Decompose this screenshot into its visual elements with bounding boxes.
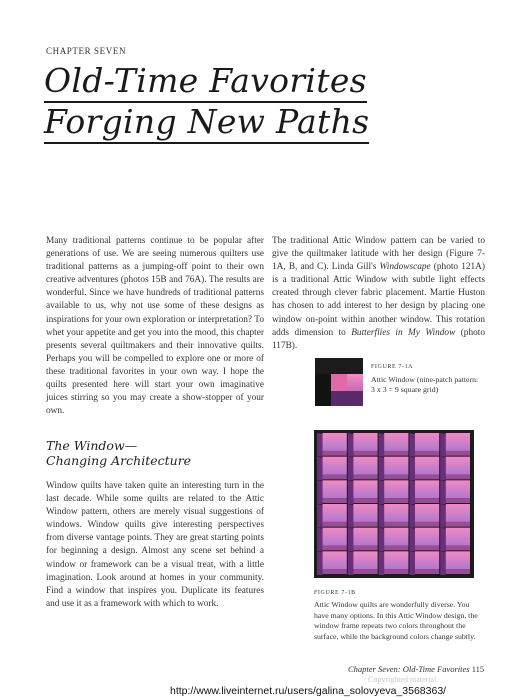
window-pane	[323, 551, 347, 569]
intro-right-column	[272, 235, 485, 353]
window-frame-bottom	[353, 569, 377, 574]
quilt-block	[348, 528, 378, 552]
window-pane	[446, 551, 470, 569]
window-frame-side	[409, 528, 415, 552]
quilt-block	[317, 528, 347, 552]
running-title: Chapter Seven: Old-Time Favorites	[348, 664, 470, 674]
window-frame-bottom	[446, 546, 470, 551]
window-frame-side	[379, 551, 385, 575]
window-frame-side	[317, 504, 323, 528]
window-frame-bottom	[323, 498, 347, 503]
window-frame-bottom	[384, 522, 408, 527]
window-frame-bottom	[415, 569, 439, 574]
window-frame-side	[379, 504, 385, 528]
quilt-block	[348, 433, 378, 457]
quilt-block	[440, 551, 470, 575]
quilt-block	[317, 433, 347, 457]
window-frame-side	[348, 457, 354, 481]
intro-left-column	[46, 235, 264, 418]
quilt-title-butterflies: Butterflies in My Window	[351, 327, 456, 338]
window-pane	[353, 457, 377, 475]
quilt-block	[409, 504, 439, 528]
window-frame-bottom	[384, 475, 408, 480]
window-frame-bottom	[384, 451, 408, 456]
window-pane	[384, 504, 408, 522]
window-frame-side	[440, 457, 446, 481]
window-frame-side	[379, 457, 385, 481]
window-frame-side	[440, 504, 446, 528]
quilt-block	[379, 433, 409, 457]
quilt-block	[440, 457, 470, 481]
window-frame-side	[409, 551, 415, 575]
quilt-block	[440, 480, 470, 504]
figure-7-1b-image	[314, 430, 474, 578]
quilt-block	[317, 480, 347, 504]
quilt-block	[379, 528, 409, 552]
quilt-block	[317, 504, 347, 528]
quilt-block	[440, 504, 470, 528]
window-pane	[384, 480, 408, 498]
window-frame-side	[379, 528, 385, 552]
window-frame-bottom	[415, 522, 439, 527]
window-pane	[415, 433, 439, 451]
window-pane	[323, 528, 347, 546]
window-frame-side	[348, 504, 354, 528]
page-number: 115	[471, 664, 485, 674]
window-frame-side	[317, 480, 323, 504]
window-frame-bottom	[446, 451, 470, 456]
window-frame-bottom	[353, 522, 377, 527]
page-title-line2	[44, 102, 370, 141]
window-frame-side	[409, 504, 415, 528]
caption-text: Attic Window (nine-patch pattern: 3 x 3 = 9 square grid)	[371, 374, 479, 394]
window-frame-side	[440, 528, 446, 552]
window-frame-bottom	[323, 569, 347, 574]
page-footer	[348, 664, 484, 674]
window-frame-bottom	[446, 569, 470, 574]
quilt-block	[440, 433, 470, 457]
window-pane	[353, 433, 377, 451]
section-paragraph: Window quilts have taken quite an interesting turn in the last decade. While some quilts are related to the Attic Window pattern, others are merely visual suggestions of windows. Window quilts give interesting perspectives from diverse vantage points. They are great starting points for beginning a design. Almost any scene set behind a window or framework can be a visual treat, with a little imagination. Look around at homes in your community. Find a window that inspires you. Duplicate its features and use it as a framework with which to work.	[46, 481, 264, 609]
window-pane	[446, 457, 470, 475]
title-line2-text: Forging New Paths	[44, 102, 369, 144]
window-frame-side	[317, 433, 323, 457]
figure-7-1a-caption	[371, 362, 481, 396]
window-frame-bottom	[446, 498, 470, 503]
window-frame-side	[409, 480, 415, 504]
window-frame-side	[379, 433, 385, 457]
quilt-block	[379, 457, 409, 481]
window-frame-bottom	[384, 569, 408, 574]
window-frame-side	[348, 528, 354, 552]
window-frame-bottom	[415, 498, 439, 503]
figure-7-1b-caption	[314, 588, 486, 642]
quilt-block	[348, 457, 378, 481]
window-frame-side	[348, 480, 354, 504]
window-pane	[353, 504, 377, 522]
window-frame-side	[379, 480, 385, 504]
figure-label: FIGURE 7-1A	[371, 364, 414, 370]
window-pane	[446, 528, 470, 546]
window-pane	[384, 528, 408, 546]
quilt-block	[348, 504, 378, 528]
window-pane	[384, 457, 408, 475]
window-frame-bottom	[446, 522, 470, 527]
window-pane	[323, 504, 347, 522]
window-pane	[323, 457, 347, 475]
text-run: (photo 121A) is a traditional Attic Window with subtle light effects created through clever fabric placement. Martie Huston has chosen to add interest to her design by placing one window on-point within another window. This rotation adds dimension to	[272, 262, 485, 338]
quilt-block	[379, 551, 409, 575]
window-frame-bottom	[353, 546, 377, 551]
window-pane	[415, 551, 439, 569]
window-frame-side	[348, 551, 354, 575]
quilt-block	[348, 480, 378, 504]
window-frame-side	[409, 433, 415, 457]
window-frame-bottom	[446, 475, 470, 480]
window-frame-bottom	[415, 475, 439, 480]
quilt-title-windowscape: Windowscape	[379, 262, 431, 273]
window-pane	[415, 480, 439, 498]
window-pane	[323, 480, 347, 498]
quilt-block	[317, 457, 347, 481]
window-frame-side	[317, 457, 323, 481]
window-frame-side	[440, 433, 446, 457]
section-heading	[46, 438, 191, 468]
source-url: http://www.liveinternet.ru/users/galina_solovyeva_3568363/	[170, 685, 447, 697]
window-pane	[415, 528, 439, 546]
quilt-block	[409, 480, 439, 504]
copyright-watermark: Copyrighted material	[368, 675, 437, 684]
window-pane	[323, 433, 347, 451]
window-pane	[415, 504, 439, 522]
chapter-label: CHAPTER SEVEN	[46, 46, 127, 56]
title-line1-text: Old-Time Favorites	[44, 61, 367, 103]
window-frame-bottom	[415, 451, 439, 456]
quilt-block	[440, 528, 470, 552]
window-frame-side	[348, 433, 354, 457]
window-frame-bottom	[323, 522, 347, 527]
text-run: The traditional Attic Window pattern can be varied to give the quiltmaker latitude with her design (Figure 7-1A, B, and C). Linda Gill's	[272, 236, 485, 273]
text-run: (photo 117B).	[272, 327, 485, 351]
quilt-block	[409, 433, 439, 457]
window-pane	[353, 480, 377, 498]
window-frame-side	[317, 551, 323, 575]
figure-label: FIGURE 7-1B	[314, 590, 356, 596]
window-frame-bottom	[353, 498, 377, 503]
section-heading-line1: The Window—	[46, 438, 138, 453]
window-pane	[384, 433, 408, 451]
quilt-block	[348, 551, 378, 575]
section-heading-line2: Changing Architecture	[46, 453, 192, 468]
window-pane	[353, 528, 377, 546]
page-title-line1	[44, 61, 367, 100]
quilt-block	[409, 528, 439, 552]
window-frame-side	[409, 457, 415, 481]
window-frame-bottom	[384, 498, 408, 503]
window-pane	[446, 504, 470, 522]
window-frame-bottom	[323, 546, 347, 551]
figure-7-1a-image	[315, 358, 363, 406]
quilt-block	[409, 551, 439, 575]
window-frame-bottom	[353, 451, 377, 456]
window-frame-side	[440, 551, 446, 575]
quilt-block	[379, 504, 409, 528]
quilt-block	[409, 457, 439, 481]
window-frame-bottom	[353, 475, 377, 480]
window-frame-side	[440, 480, 446, 504]
section-body-column	[46, 480, 264, 611]
quilt-block	[379, 480, 409, 504]
window-frame-side	[317, 528, 323, 552]
quilt-block	[317, 551, 347, 575]
caption-text: Attic Window quilts are wonderfully diverse. You have many options. In this Attic Window design, the window frame repeats two colors throughout the surface, while the background colors change subtly.	[314, 600, 478, 641]
attic-window-paragraph	[272, 235, 485, 353]
window-frame-bottom	[323, 451, 347, 456]
intro-paragraph: Many traditional patterns continue to be popular after generations of use. We are seeing numerous quilters use traditional patterns as a jumping-off point to their own creative adventures (photos 15B and 76A). The results are wonderful. Since we have hundreds of traditional patterns available to us, why not use some of these designs as inspirations for your own exploration or interpretation? To whet your appetite and get you into the mood, this chapter presents several quiltmakers and their innovative quilts. Perhaps you will be compelled to explore one or more of these traditional favorites in your own way. I hope the quilts presented here will start your own imaginative juices stirring so you may create a show-stopper of your own.	[46, 236, 264, 417]
window-pane	[353, 551, 377, 569]
window-pane	[415, 457, 439, 475]
window-pane	[446, 433, 470, 451]
window-pane	[446, 480, 470, 498]
window-frame-bottom	[384, 546, 408, 551]
window-pane	[384, 551, 408, 569]
window-frame-bottom	[323, 475, 347, 480]
window-frame-bottom	[415, 546, 439, 551]
